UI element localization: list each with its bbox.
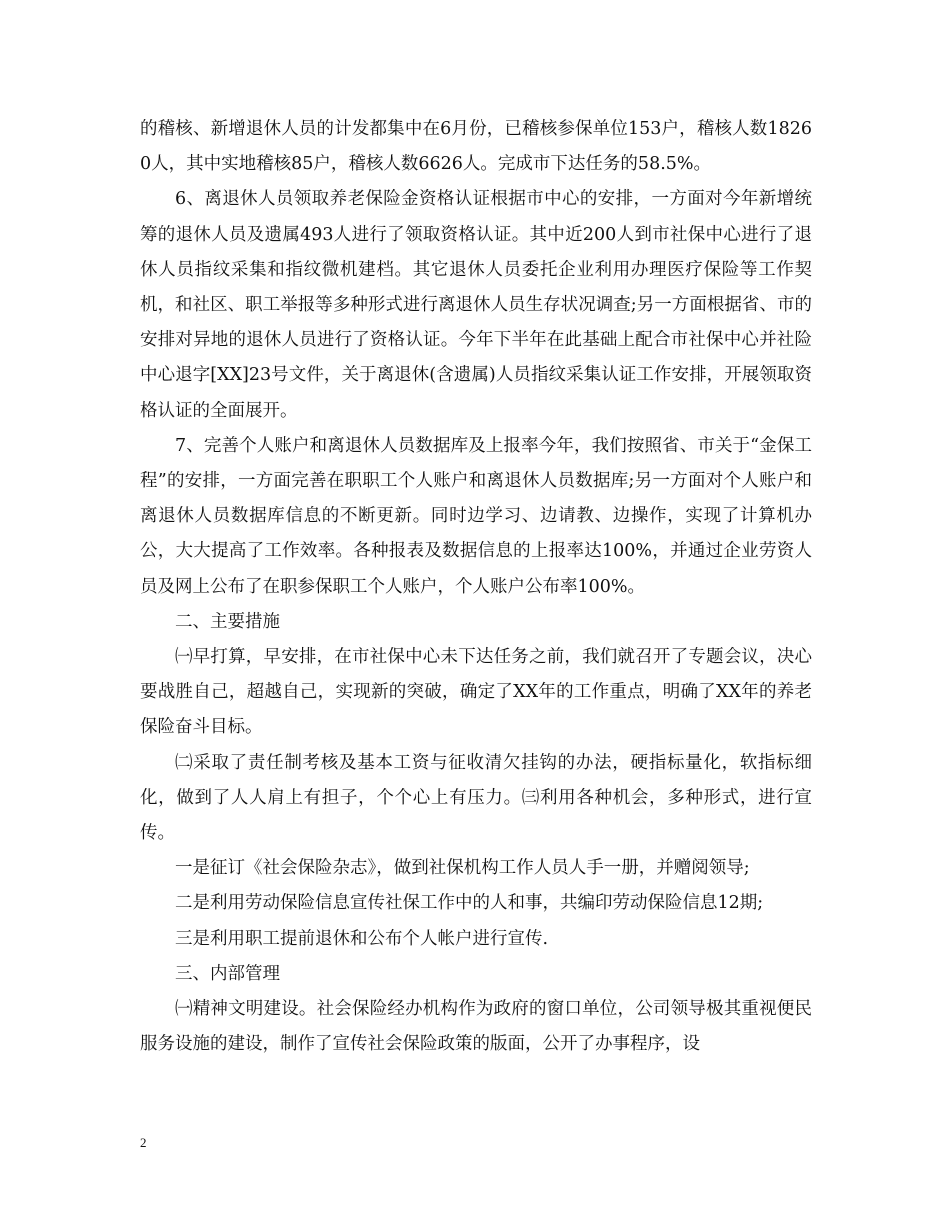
paragraph-publicity-2: 二是利用劳动保险信息宣传社保工作中的人和事，共编印劳动保险信息12期; — [175, 893, 764, 914]
paragraph-continuation: 的稽核、新增退休人员的计发都集中在6月份，已稽核参保单位153户，稽核人数18260人，其中实地稽核85户，稽核人数6626人。完成市下达任务的58.5%。 — [140, 119, 812, 175]
paragraph-publicity-3: 三是利用职工提前退休和公布个人帐户进行宣传. — [175, 928, 549, 949]
paragraph-item-7: 7、完善个人账户和离退休人员数据库及上报率今年，我们按照省、市关于“金保工程”的安排，一方面完善在职职工个人账户和离退休人员数据库;另一方面对个人账户和离退休人员数据库信息的不断更新。同时边学习、边请教、边操作，实现了计算机办公，大大提高了工作效率。各种报表及数据信息的上报率达100%，并通过企业劳资人员及网上公布了在职参保职工个人账户，个人账户公布率100%。 — [140, 435, 812, 597]
paragraph-internal-1: ㈠精神文明建设。社会保险经办机构作为政府的窗口单位，公司领导极其重视便民服务设施的建设，制作了宣传社会保险政策的版面，公开了办事程序，设 — [140, 999, 812, 1055]
page-number: 2 — [140, 1135, 147, 1150]
document-body — [140, 112, 812, 1062]
paragraph-measure-2: ㈡采取了责任制考核及基本工资与征收清欠挂钩的办法，硬指标量化，软指标细化，做到了人人肩上有担子，个个心上有压力。㈢利用各种机会，多种形式，进行宣传。 — [140, 752, 812, 844]
paragraph-measure-1: ㈠早打算，早安排，在市社保中心未下达任务之前，我们就召开了专题会议，决心要战胜自己，超越自己，实现新的突破，确定了XX年的工作重点，明确了XX年的养老保险奋斗目标。 — [140, 647, 812, 738]
section-heading-internal-management: 三、内部管理 — [175, 963, 280, 984]
paragraph-item-6: 6、离退休人员领取养老保险金资格认证根据市中心的安排，一方面对今年新增统筹的退休人员及遗属493人进行了领取资格认证。其中近200人到市社保中心进行了退休人员指纹采集和指纹微机建档。其它退休人员委托企业利用办理医疗保险等工作契机，和社区、职工举报等多种形式进行离退休人员生存状况调查;另一方面根据省、市的安排对异地的退休人员进行了资格认证。今年下半年在此基础上配合市社保中心并社险中心退字[XX]23号文件，关于离退休(含遗属)人员指纹采集认证工作安排，开展领取资格认证的全面展开。 — [140, 189, 812, 421]
section-heading-main-measures: 二、主要措施 — [175, 611, 280, 632]
paragraph-publicity-1: 一是征订《社会保险杂志》，做到社保机构工作人员人手一册，并赠阅领导; — [175, 858, 750, 879]
